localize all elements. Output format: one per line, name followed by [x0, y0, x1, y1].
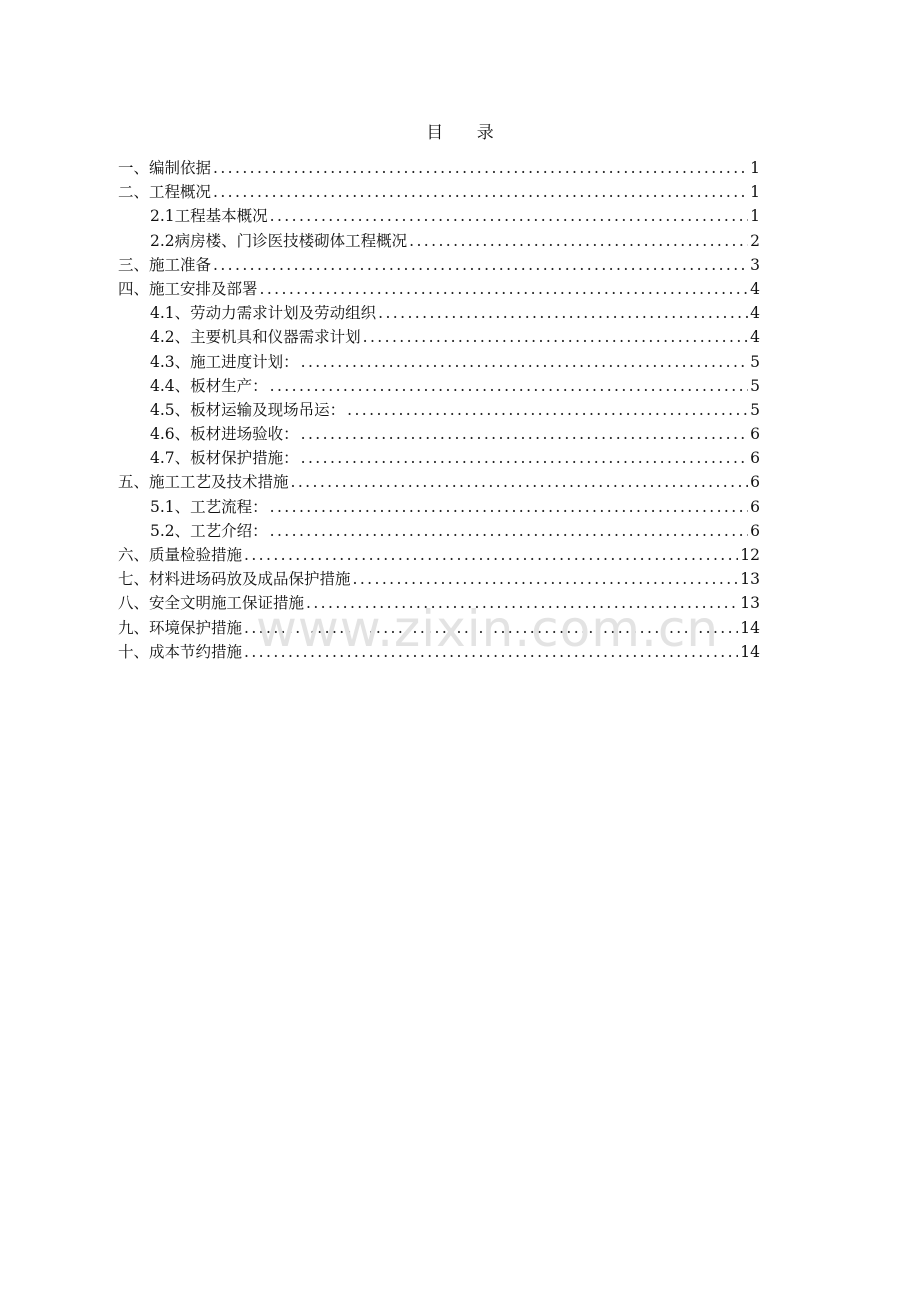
- toc-entry[interactable]: [118, 640, 760, 664]
- toc-entry-page-number: 6: [750, 497, 760, 516]
- toc-entry-label: 4.2、主要机具和仪器需求计划: [150, 328, 361, 347]
- toc-entry-page-number: 14: [740, 642, 760, 661]
- toc-entry-label: 八、安全文明施工保证措施: [118, 594, 305, 613]
- toc-dot-leader: [301, 350, 748, 374]
- toc-entry[interactable]: [118, 495, 760, 519]
- toc-entry-label: 三、施工准备: [118, 255, 212, 274]
- toc-entry-page-number: 4: [750, 328, 760, 347]
- toc-entry-label: 4.6、板材进场验收：: [150, 425, 299, 444]
- toc-entry-page-number: 14: [740, 618, 760, 637]
- toc-entry[interactable]: [118, 350, 760, 374]
- toc-entry[interactable]: [118, 277, 760, 301]
- toc-entry-label: 五、施工工艺及技术措施: [118, 473, 289, 492]
- toc-entry[interactable]: [118, 374, 760, 398]
- toc-dot-leader: [363, 325, 748, 349]
- toc-dot-leader: [260, 277, 749, 301]
- toc-entry[interactable]: [118, 180, 760, 204]
- toc-dot-leader: [270, 204, 748, 228]
- toc-entry-label: 4.5、板材运输及现场吊运：: [150, 400, 346, 419]
- toc-dot-leader: [347, 398, 748, 422]
- toc-entry-page-number: 3: [750, 255, 760, 274]
- toc-entry[interactable]: [118, 616, 760, 640]
- toc-entry[interactable]: [118, 398, 760, 422]
- toc-entry-label: 4.7、板材保护措施：: [150, 449, 299, 468]
- toc-entry[interactable]: [118, 229, 760, 253]
- toc-entry-label: 七、材料进场码放及成品保护措施: [118, 570, 351, 589]
- toc-entry[interactable]: [118, 470, 760, 494]
- toc-dot-leader: [306, 591, 738, 615]
- watermark: www.zixin.com.cn: [256, 600, 720, 658]
- toc-dot-leader: [301, 446, 748, 470]
- toc-entry-label: 2.2病房楼、门诊医技楼砌体工程概况: [150, 231, 408, 250]
- toc-entry-label: 一、编制依据: [118, 159, 212, 177]
- toc-dot-leader: [213, 156, 748, 180]
- toc-dot-leader: [244, 616, 738, 640]
- toc-entry-page-number: 13: [740, 570, 760, 589]
- toc-entry-page-number: 2: [750, 231, 760, 250]
- toc-entry-page-number: 4: [750, 279, 760, 298]
- toc-entry-label: 4.3、施工进度计划：: [150, 352, 299, 371]
- toc-entry-page-number: 6: [750, 473, 760, 492]
- toc-entry[interactable]: [118, 422, 760, 446]
- toc-title: 目 录: [426, 123, 508, 143]
- toc-entry-page-number: 5: [750, 352, 760, 371]
- toc-dot-leader: [244, 640, 738, 664]
- toc-dot-leader: [270, 519, 748, 543]
- toc-entry-label: 4.4、板材生产：: [150, 376, 268, 395]
- toc-entry-page-number: 6: [750, 449, 760, 468]
- table-of-contents: [118, 156, 760, 664]
- toc-entry-label: 十、成本节约措施: [118, 642, 243, 661]
- toc-entry[interactable]: [118, 204, 760, 228]
- toc-entry-page-number: 4: [750, 304, 760, 323]
- toc-entry-page-number: 12: [740, 546, 760, 564]
- toc-dot-leader: [353, 567, 739, 591]
- toc-entry[interactable]: [118, 519, 760, 543]
- toc-dot-leader: [301, 422, 748, 446]
- toc-dot-leader: [213, 253, 748, 277]
- toc-dot-leader: [270, 374, 748, 398]
- toc-entry[interactable]: [118, 543, 760, 567]
- toc-dot-leader: [213, 180, 748, 204]
- toc-entry-label: 2.1工程基本概况: [150, 207, 268, 226]
- toc-entry[interactable]: [118, 156, 760, 180]
- toc-entry[interactable]: [118, 301, 760, 325]
- toc-dot-leader: [409, 229, 748, 253]
- toc-entry-page-number: 5: [750, 400, 760, 419]
- toc-entry[interactable]: [118, 325, 760, 349]
- toc-entry-page-number: 1: [750, 207, 760, 226]
- toc-entry[interactable]: [118, 567, 760, 591]
- toc-entry-page-number: 6: [750, 425, 760, 444]
- toc-dot-leader: [378, 301, 748, 325]
- toc-entry-label: 六、质量检验措施: [118, 546, 243, 564]
- toc-entry-page-number: 13: [740, 594, 760, 613]
- toc-entry-label: 四、施工安排及部署: [118, 279, 258, 298]
- toc-entry[interactable]: [118, 591, 760, 615]
- toc-dot-leader: [270, 495, 748, 519]
- toc-entry-label: 二、工程概况: [118, 183, 212, 202]
- toc-entry[interactable]: [118, 446, 760, 470]
- toc-entry-label: 4.1、劳动力需求计划及劳动组织: [150, 304, 377, 323]
- toc-dot-leader: [291, 470, 749, 494]
- toc-entry-label: 九、环境保护措施: [118, 618, 243, 637]
- toc-entry-page-number: 1: [750, 159, 760, 177]
- toc-entry-label: 5.2、工艺介绍：: [150, 521, 268, 540]
- toc-entry[interactable]: [118, 253, 760, 277]
- toc-entry-page-number: 5: [750, 376, 760, 395]
- toc-entry-page-number: 1: [750, 183, 760, 202]
- toc-dot-leader: [244, 543, 738, 567]
- toc-entry-page-number: 6: [750, 521, 760, 540]
- toc-entry-label: 5.1、工艺流程：: [150, 497, 268, 516]
